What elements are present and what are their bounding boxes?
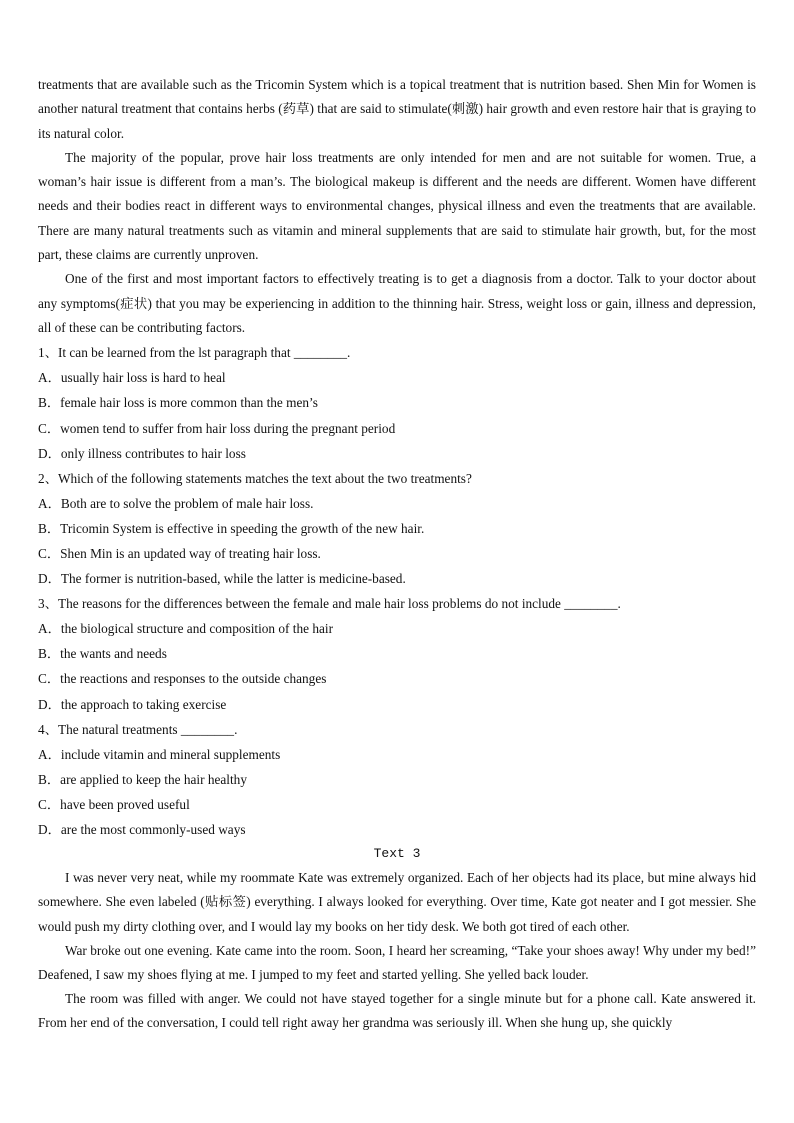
option-c: C．the reactions and responses to the outside changes xyxy=(38,671,327,687)
option-d: D．the approach to taking exercise xyxy=(38,696,227,712)
text-3-section xyxy=(38,842,756,1035)
option-b: B．the wants and needs xyxy=(38,646,167,662)
option-b: B．Tricomin System is effective in speeding the growth of the new hair. xyxy=(38,520,425,536)
section-heading: Text 3 xyxy=(373,846,421,862)
option-c: C．Shen Min is an updated way of treating hair loss. xyxy=(38,546,321,562)
option-b: B．are applied to keep the hair healthy xyxy=(38,771,247,787)
option-a: A．the biological structure and composition of the hair xyxy=(38,621,334,637)
option-a: A．usually hair loss is hard to heal xyxy=(38,370,226,386)
option-a: A．include vitamin and mineral supplements xyxy=(38,746,281,762)
question-stem: 4、The natural treatments ________. xyxy=(38,721,238,737)
question-list xyxy=(38,340,756,842)
passage-paragraph-1: treatments that are available such as the Tricomin System which is a topical treatment that is nutrition based. Shen Min for Women is another natural treatment that contains herbs (药草) that are said to stimulate(刺激) hair growth and even restore hair that is graying to its natural color. xyxy=(38,77,756,141)
story-paragraph-2: War broke out one evening. Kate came into the room. Soon, I heard her screaming, “Take your shoes away! Why under my bed!” Deafened, I saw my shoes flying at me. I jumped to my feet and started yelling. She yelled back louder. xyxy=(38,942,756,982)
story-paragraph-1: I was never very neat, while my roommate Kate was extremely organized. Each of her objects had its place, but mine always hid somewhere. She even labeled (贴标签) everything. I always looked for everything. Over time, Kate got neater and I got messier. She would push my dirty clothing over, and I would lay my books on her tidy desk. We both got tired of each other. xyxy=(38,870,756,934)
option-b: B．female hair loss is more common than the men’s xyxy=(38,395,318,411)
question-stem: 3、The reasons for the differences between the female and male hair loss problems do not include ________. xyxy=(38,596,621,612)
option-d: D．are the most commonly-used ways xyxy=(38,822,246,838)
option-d: D．only illness contributes to hair loss xyxy=(38,445,246,461)
question-3 xyxy=(38,591,756,716)
question-1 xyxy=(38,340,756,465)
question-stem: 1、It can be learned from the lst paragraph that ________. xyxy=(38,345,351,361)
question-stem: 2、Which of the following statements matches the text about the two treatments? xyxy=(38,470,472,486)
question-4 xyxy=(38,717,756,842)
passage-paragraph-2: The majority of the popular, prove hair loss treatments are only intended for men and are not suitable for women. True, a woman’s hair issue is different from a man’s. The biological makeup is different and the needs are different. Women have different needs and their bodies react in different ways to environmental changes, physical illness and even the treatments that are available. There are many natural treatments such as vitamin and mineral supplements that are said to stimulate hair growth, but, for the most part, these claims are currently unproven. xyxy=(38,149,756,263)
option-a: A．Both are to solve the problem of male hair loss. xyxy=(38,495,314,511)
option-c: C．have been proved useful xyxy=(38,796,190,812)
option-c: C．women tend to suffer from hair loss during the pregnant period xyxy=(38,420,396,436)
option-d: D．The former is nutrition-based, while the latter is medicine-based. xyxy=(38,571,406,587)
document-page xyxy=(38,73,756,1036)
story-paragraph-3: The room was filled with anger. We could not have stayed together for a single minute but for a phone call. Kate answered it. From her end of the conversation, I could tell right away her grandma was seriously ill. When she hung up, she quickly xyxy=(38,991,756,1031)
reading-passage xyxy=(38,73,756,340)
question-2 xyxy=(38,466,756,591)
passage-paragraph-3: One of the first and most important factors to effectively treating is to get a diagnosis from a doctor. Talk to your doctor about any symptoms(症状) that you may be experiencing in addition to the thinning hair. Stress, weight loss or gain, illness and depression, all of these can be contributing factors. xyxy=(38,271,756,335)
